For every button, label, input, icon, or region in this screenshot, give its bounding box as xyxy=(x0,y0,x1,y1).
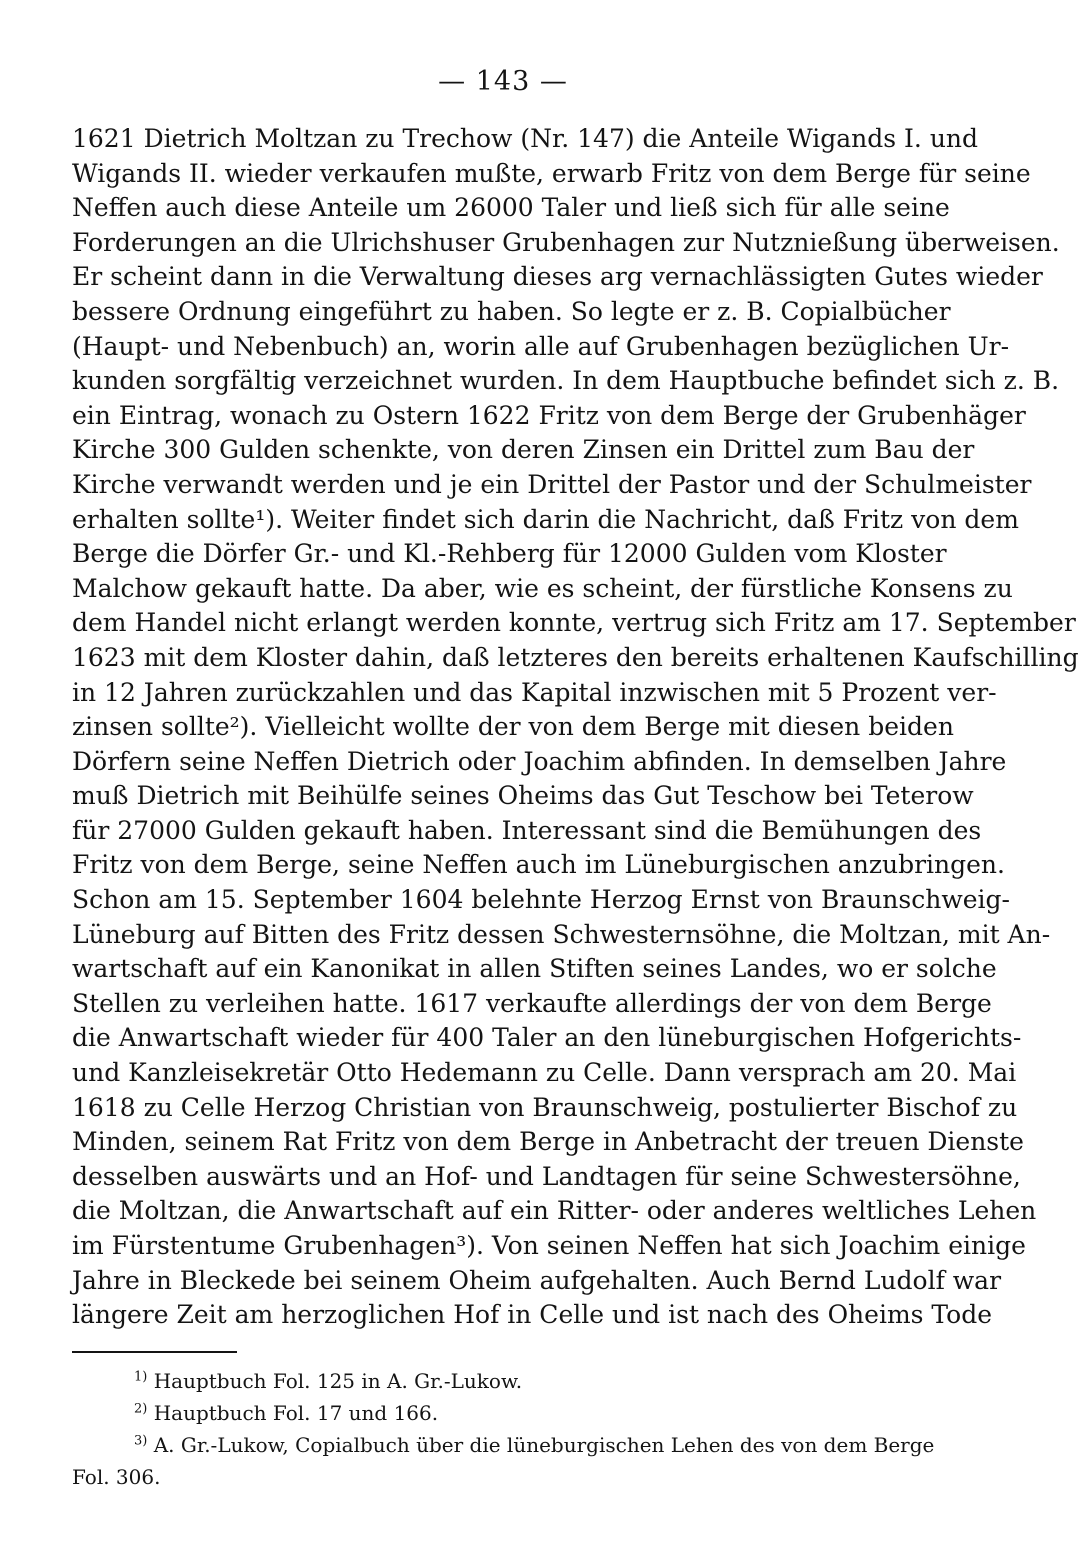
main-text xyxy=(72,122,1079,1333)
text-line: Dörfern seine Neffen Dietrich oder Joachim abfinden. In demselben Jahre xyxy=(72,746,1007,776)
footnote-text: Hauptbuch Fol. 125 in A. Gr.-Lukow. xyxy=(153,1368,523,1393)
footnote-mark: 2) xyxy=(134,1401,148,1417)
text-line: Fritz von dem Berge, seine Neffen auch im Lüneburgischen anzubringen. xyxy=(72,850,1005,880)
footnotes xyxy=(72,1365,934,1493)
footnote xyxy=(72,1365,934,1397)
footnote xyxy=(72,1397,934,1429)
text-line: Lüneburg auf Bitten des Fritz dessen Schwesternsöhne, die Moltzan, mit An- xyxy=(72,919,1051,949)
text-line: Er scheint dann in die Verwaltung dieses arg vernachlässigten Gutes wieder xyxy=(72,262,1043,292)
text-line: Wigands II. wieder verkaufen mußte, erwarb Fritz von dem Berge für seine xyxy=(72,158,1031,188)
text-line: Kirche 300 Gulden schenkte, von deren Zinsen ein Drittel zum Bau der xyxy=(72,435,975,465)
text-line: in 12 Jahren zurückzahlen und das Kapital inzwischen mit 5 Prozent ver- xyxy=(72,677,997,707)
footnote-continuation: Fol. 306. xyxy=(72,1464,161,1489)
text-line: Kirche verwandt werden und je ein Drittel der Pastor und der Schulmeister xyxy=(72,469,1032,499)
text-line: im Fürstentume Grubenhagen³). Von seinen Neffen hat sich Joachim einige xyxy=(72,1231,1026,1260)
text-line: 1621 Dietrich Moltzan zu Trechow (Nr. 147) die Anteile Wigands I. und xyxy=(72,124,979,153)
text-line: bessere Ordnung eingeführt zu haben. So legte er z. B. Copialbücher xyxy=(72,296,951,326)
text-line: muß Dietrich mit Beihülfe seines Oheims das Gut Teschow bei Teterow xyxy=(72,781,974,811)
text-line: desselben auswärts und an Hof- und Landtagen für seine Schwestersöhne, xyxy=(72,1161,1021,1191)
text-line: erhalten sollte¹). Weiter findet sich darin die Nachricht, daß Fritz von dem xyxy=(72,504,1019,534)
text-line: Forderungen an die Ulrichshuser Grubenhagen zur Nutznießung überweisen. xyxy=(72,227,1060,257)
text-line: Neffen auch diese Anteile um 26000 Taler und ließ sich für alle seine xyxy=(72,193,950,223)
document-page xyxy=(72,62,1079,1502)
text-line: (Haupt- und Nebenbuch) an, worin alle auf Grubenhagen bezüglichen Ur- xyxy=(72,331,1010,361)
text-line: 1623 mit dem Kloster dahin, daß letzteres den bereits erhaltenen Kaufschilling xyxy=(72,642,1079,672)
text-line: die Moltzan, die Anwartschaft auf ein Ritter- oder anderes weltliches Lehen xyxy=(72,1196,1037,1226)
text-line: dem Handel nicht erlangt werden konnte, vertrug sich Fritz am 17. September xyxy=(72,608,1076,638)
footnote-mark: 3) xyxy=(134,1433,148,1449)
footnote-mark: 1) xyxy=(134,1369,148,1385)
footnote-separator xyxy=(72,1351,237,1353)
text-line: Stellen zu verleihen hatte. 1617 verkaufte allerdings der von dem Berge xyxy=(72,988,992,1018)
text-line: kunden sorgfältig verzeichnet wurden. In dem Hauptbuche befindet sich z. B. xyxy=(72,366,1060,396)
text-line: Berge die Dörfer Gr.- und Kl.-Rehberg für 12000 Gulden vom Kloster xyxy=(72,539,947,569)
footnote-text: Hauptbuch Fol. 17 und 166. xyxy=(153,1400,439,1425)
text-line: für 27000 Gulden gekauft haben. Interessant sind die Bemühungen des xyxy=(72,815,982,845)
text-line: wartschaft auf ein Kanonikat in allen Stiften seines Landes, wo er solche xyxy=(72,954,997,984)
text-line: ein Eintrag, wonach zu Ostern 1622 Fritz von dem Berge der Grubenhäger xyxy=(72,400,1026,430)
text-line: und Kanzleisekretär Otto Hedemann zu Celle. Dann versprach am 20. Mai xyxy=(72,1058,1017,1088)
page-number: — 143 — xyxy=(438,66,568,97)
text-line: längere Zeit am herzoglichen Hof in Celle und ist nach des Oheims Tode xyxy=(72,1300,993,1330)
text-line: die Anwartschaft wieder für 400 Taler an den lüneburgischen Hofgerichts- xyxy=(72,1023,1022,1053)
footnote-text: A. Gr.-Lukow, Copialbuch über die lüneburgischen Lehen des von dem Berge xyxy=(153,1432,935,1457)
text-line: 1618 zu Celle Herzog Christian von Braunschweig, postulierter Bischof zu xyxy=(72,1092,1018,1122)
text-line: Jahre in Bleckede bei seinem Oheim aufgehalten. Auch Bernd Ludolf war xyxy=(72,1265,1002,1295)
text-line: Schon am 15. September 1604 belehnte Herzog Ernst von Braunschweig- xyxy=(72,885,1010,915)
footnote xyxy=(72,1429,934,1461)
text-line: zinsen sollte²). Vielleicht wollte der von dem Berge mit diesen beiden xyxy=(72,712,954,742)
text-line: Malchow gekauft hatte. Da aber, wie es scheint, der fürstliche Konsens zu xyxy=(72,573,1013,603)
text-line: Minden, seinem Rat Fritz von dem Berge in Anbetracht der treuen Dienste xyxy=(72,1127,1024,1157)
